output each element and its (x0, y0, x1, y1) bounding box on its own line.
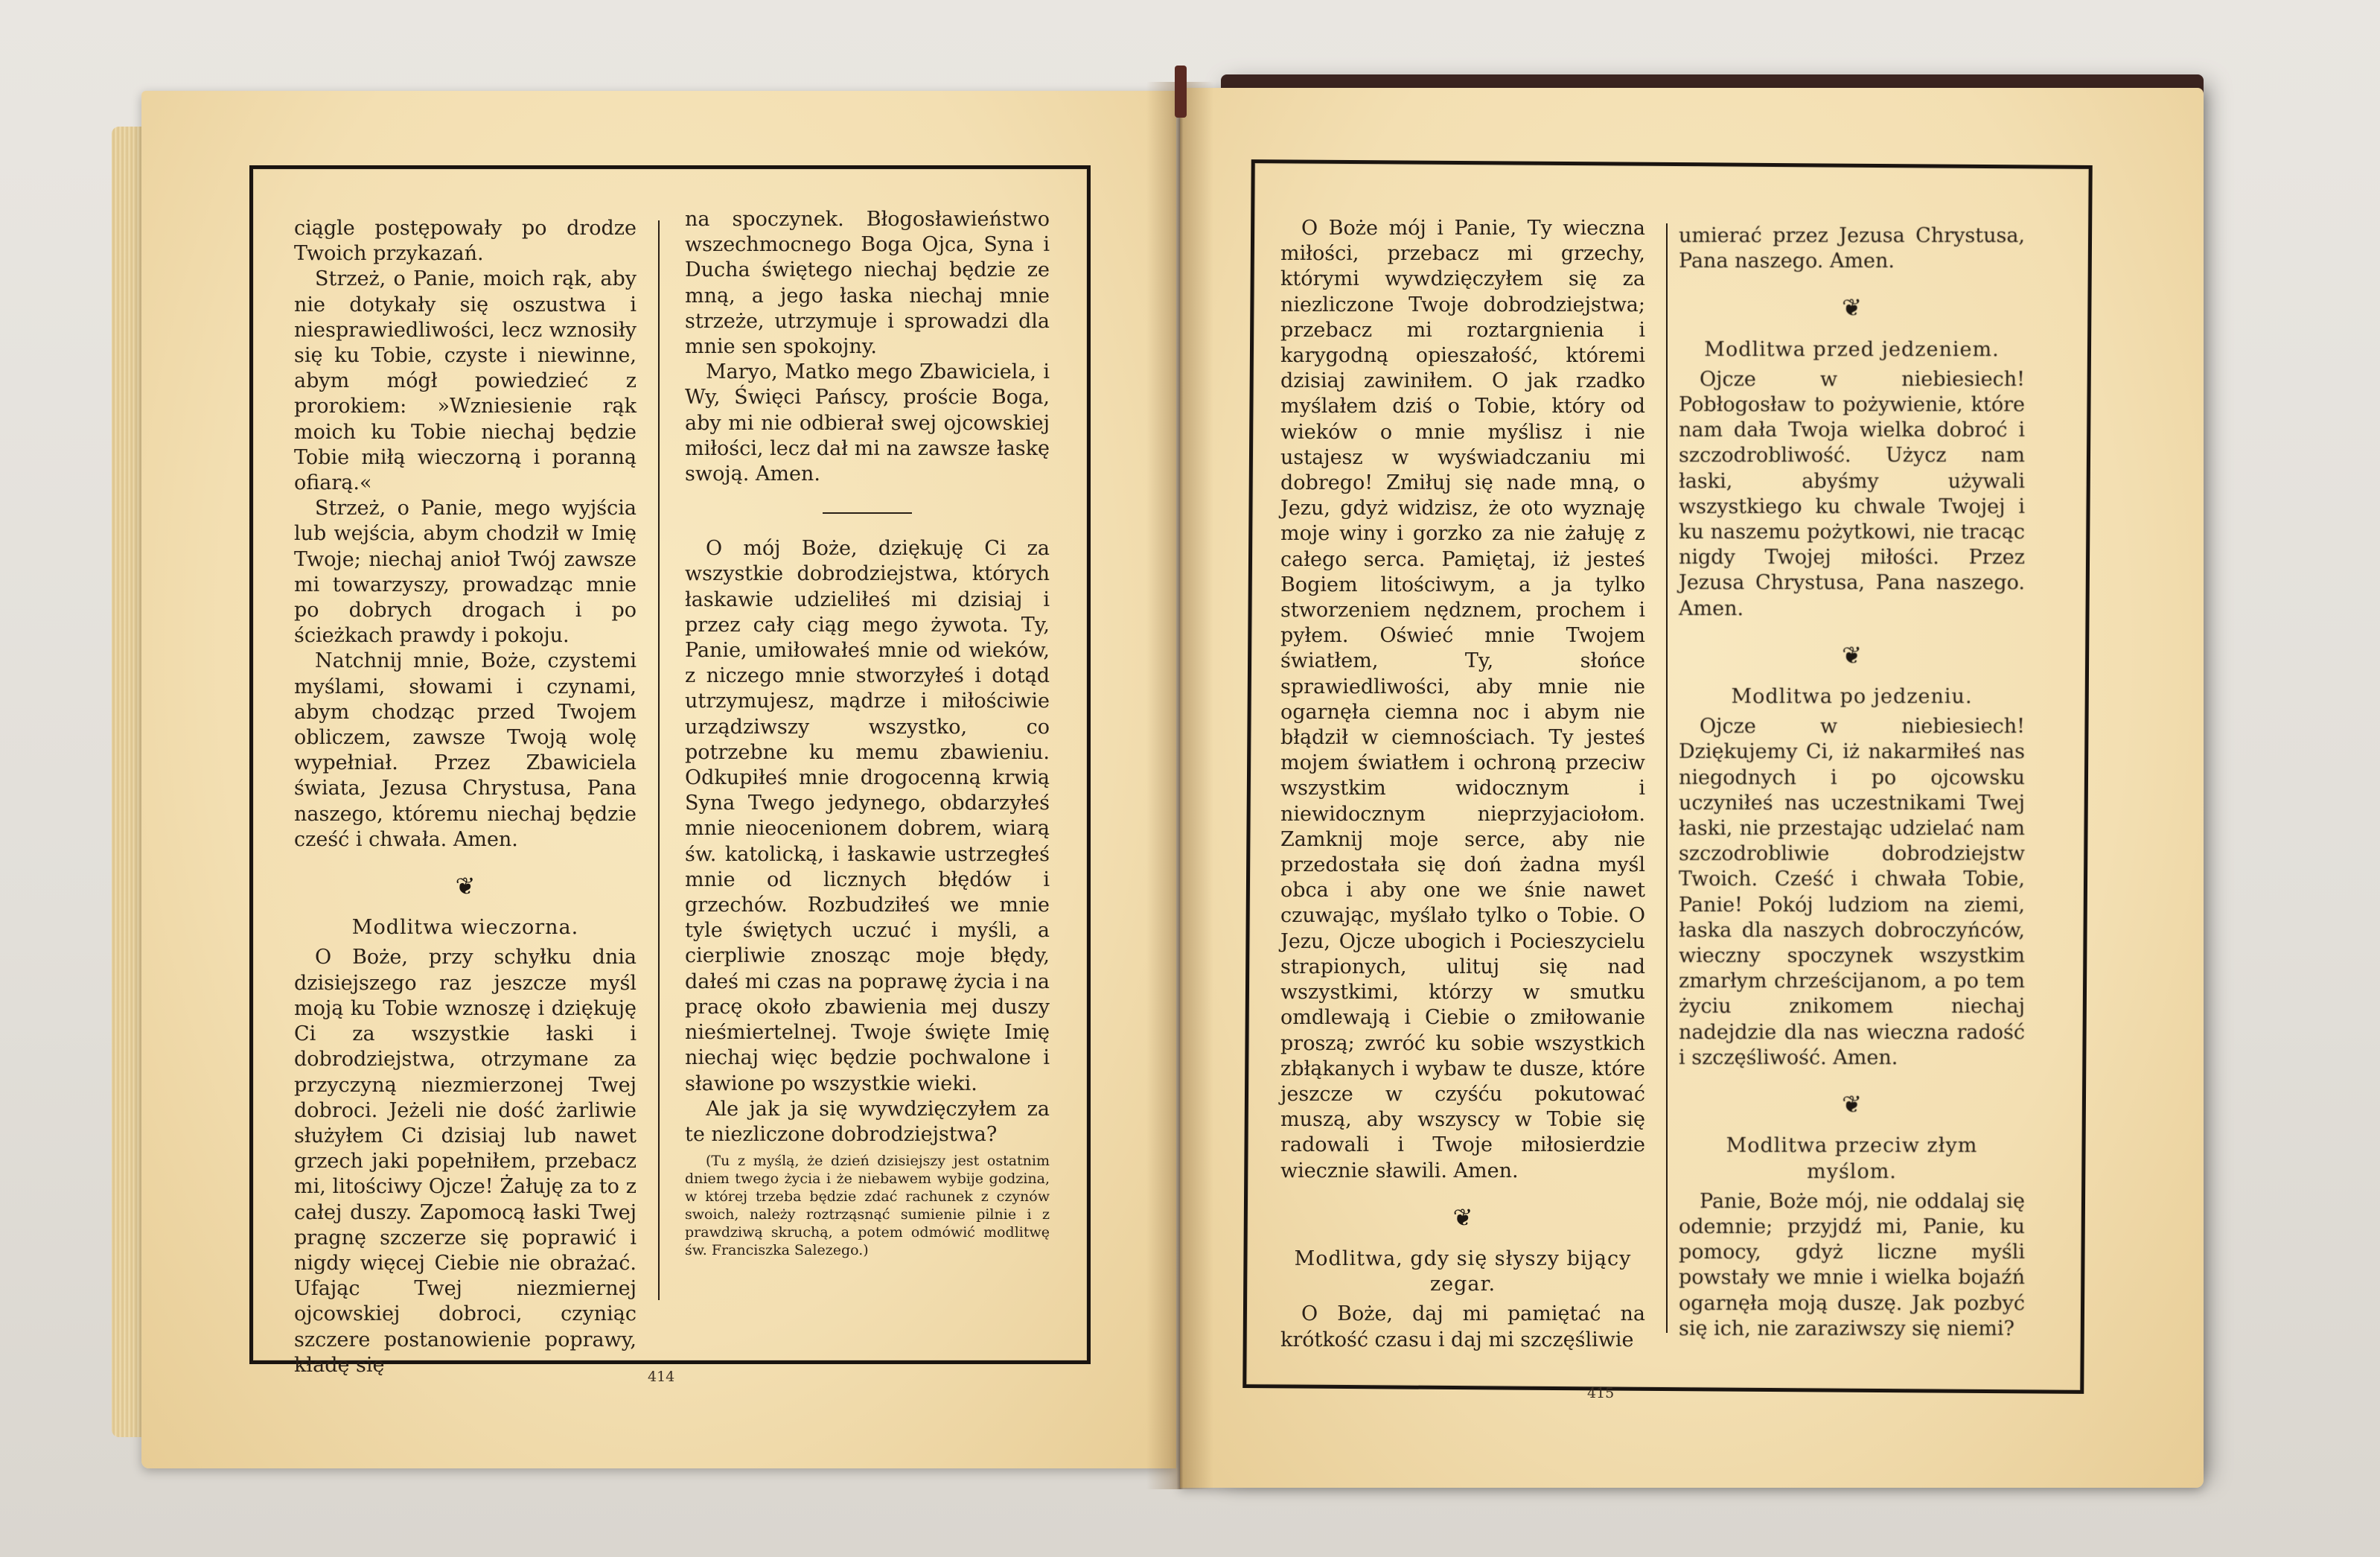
paragraph: Ojcze w niebiesiech! Dziękujemy Ci, iż nakarmiłeś nas niegodnych i po ojcowsku uczyniłeś nas uczestnikami Twej łaski, nie przestając udzielać nam szczodrobliwie dobrodziejstw Twoich. Cześć i chwała Tobie, Panie! Pokój ludziom na ziemi, łaska dla naszych dobroczyńców, wieczny spoczynek wszystkim zmarłym chrześcijanom, a po tem życiu znikomem niechaj nadejdzie dla nas wieczna radość i szczęśliwość. Amen. (1679, 715, 2025, 1069)
prayer-heading: Modlitwa po jedzeniu. (1731, 685, 1973, 709)
paragraph: Strzeż, o Panie, mego wyjścia lub wejścia, abym chodził w Imię Twoje; niechaj anioł Twój zawsze mi towarzyszy, prowadząc mnie po dobrych drogach i po ścieżkach prawdy i pokoju. (294, 497, 637, 648)
paragraph: Ojcze w niebiesiech! Pobłogosław to pożywienie, które nam dała Twoja wielka dobroć i szczodrobliwość. Użycz nam łaski, abyśmy używali wszystkiego ku chwale Twojej i ku naszemu pożytkowi, nie tracąc nigdy Twojej miłości. Przez Jezusa Chrystusa, Pana naszego. Amen. (1679, 367, 2025, 620)
prayer-heading: Modlitwa przed jedzeniem. (1704, 337, 2000, 361)
left-page-column-1 (294, 216, 637, 1378)
paragraph: O Boże, daj mi pamiętać na krótkość czasu i daj mi szczęśliwie (1280, 1302, 1645, 1351)
ribbon-bookmark (1175, 66, 1187, 118)
paragraph: Strzeż, o Panie, moich rąk, aby nie dotykały się oszustwa i niesprawiedliwości, lecz wznosiły się ku Tobie, czyste i niewinne, abym mógł powiedzieć z prorokiem: »Wzniesienie rąk moich ku Tobie niechaj będzie Tobie miłą wieczorną i poranną ofiarą.« (294, 267, 637, 495)
book-gutter (1146, 82, 1213, 1489)
paragraph: umierać przez Jezusa Chrystusa, Pana naszego. Amen. (1679, 224, 2025, 273)
column-separator (658, 220, 660, 1300)
page-number: 415 (1587, 1385, 1615, 1401)
fleuron-icon: ❦ (455, 872, 476, 901)
paragraph: ciągle postępowały po drodze Twoich przykazań. (294, 217, 637, 266)
left-page-column-2 (685, 207, 1050, 1259)
fleuron-icon: ❦ (1452, 1203, 1473, 1232)
right-page-column-1 (1280, 216, 1645, 1353)
paragraph: Maryo, Matko mego Zbawiciela, i Wy, Święci Pańscy, proście Boga, aby mi nie odbierał swej ojcowskiej miłości, lecz dał mi na zawsze łaskę swoją. Amen. (685, 360, 1050, 486)
paragraph: O Boże, przy schyłku dnia dzisiejszego raz jeszcze myśl moją ku Tobie wznoszę i dziękuję Ci za wszystkie łaski i dobrodziejstwa, otrzymane za przyczyną niezmierzonej Twej dobroci. Jeżeli nie dość żarliwie służyłem Ci dzisiaj lub nawet grzech jaki popełniłem, przebacz mi, litościwy Ojcze! Żałuję za to z całej duszy. Zapomocą łaski Twej pragnę szczerze się poprawić i nigdy więcej Ciebie nie obrażać. Ufając Twej niezmiernej ojcowskiej dobroci, czyniąc szczere postanowienie poprawy, kładę się (294, 946, 637, 1377)
paragraph: O mój Boże, dziękuję Ci za wszystkie dobrodziejstwa, których łaskawie udzieliłeś mi dzisiaj i przez cały ciąg mego żywota. Ty, Panie, umiłowałeś mnie od wieków, z niczego mnie stworzyłeś i dotąd utrzymujesz, mądrze i miłościwie urządziwszy wszystko, co potrzebne ku memu zbawieniu. Odkupiłeś mnie drogocenną krwią Syna Twego jedynego, obdarzyłeś mnie nieocenionem dobrem, wiarą św. katolicką, i łaskawie ustrzegłeś mnie od licznych błędów i grzechów. Rozbudziłeś we mnie tyle świętych uczuć i myśli, a cierpliwie znosząc moje błędy, dałeś mi czas na poprawę życia i na pracę około zbawienia mej duszy nieśmiertelnej. Twoje święte Imię niechaj więc będzie pochwalone i sławione po wszystkie wieki. (685, 537, 1050, 1095)
page-number: 414 (648, 1369, 675, 1385)
column-separator (1666, 223, 1668, 1333)
fleuron-icon: ❦ (1842, 640, 1862, 669)
prayer-heading: Modlitwa wieczorna. (351, 916, 579, 940)
fleuron-icon: ❦ (1842, 293, 1862, 322)
right-page-column-2 (1679, 223, 2025, 1342)
paragraph: Ale jak ja się wywdzięczyłem za te niezliczone dobrodziejstwa? (685, 1097, 1050, 1146)
footnote: (Tu z myślą, że dzień dzisiejszy jest ostatnim dniem twego życia i że niebawem wybije godzina, w której trzeba będzie zdać rachunek z czynów swoich, należy roztrząsnąć sumienie pilnie i z prawdziwą skruchą, a potem odmówić modlitwę św. Franciszka Salezego.) (685, 1153, 1050, 1259)
divider-rule (823, 512, 912, 514)
fleuron-icon: ❦ (1842, 1090, 1862, 1119)
prayer-heading: Modlitwa, gdy się słyszy bijący zegar. (1294, 1246, 1632, 1296)
paragraph: Panie, Boże mój, nie oddalaj się odemnie; przyjdź mi, Panie, ku pomocy, gdyż liczne myśli powstały we mnie i wielka bojaźń ogarnęła moją duszę. Jak pozbyć się ich, nie zaraziwszy się niemi? (1679, 1189, 2025, 1340)
paragraph: Natchnij mnie, Boże, czystemi myślami, słowami i czynami, abym chodząc przed Twojem obliczem, zawsze Twoją wolę wypełniał. Przez Zbawiciela świata, Jezusa Chrystusa, Pana naszego, któremu niechaj będzie cześć i chwała. Amen. (294, 649, 637, 851)
paragraph: na spoczynek. Błogosławieństwo wszechmocnego Boga Ojca, Syna i Ducha świętego niechaj będzie ze mną, a jego łaska niechaj mnie strzeże, utrzymuje i sprowadzi dla mnie sen spokojny. (685, 208, 1050, 359)
prayer-heading: Modlitwa przeciw złym myślom. (1726, 1134, 1978, 1183)
paragraph: O Boże mój i Panie, Ty wieczna miłości, przebacz mi grzechy, którymi wywdzięczyłem się za niezliczone Twoje dobrodziejstwa; przebacz mi roztargnienia i karygodną opieszałość, któremi dzisiaj zawiniłem. O jak rzadko myślałem dziś o Tobie, który od wieków o mnie myślisz i nie ustajesz w wyświadczaniu mi dobrego! Zmiłuj się nade mną, o Jezu, gdyż widzisz, że oto wyznaję moje winy i gorzko za nie żałuję z całego serca. Pamiętaj, iż jesteś Bogiem litościwym, a ja tylko stworzeniem nędznem, prochem i pyłem. Oświeć mnie Twojem światłem, Ty, słońce sprawiedliwości, aby mnie nie ogarnęła ciemna noc i abym nie błądził w ciemnościach. Ty jesteś mojem światłem i ochroną przeciw wszystkim widocznym i niewidocznym nieprzyjaciołom. Zamknij moje serce, aby nie przedostała się doń żadna myśl obca i aby one we śnie nawet czuwając, myślało tylko o Tobie. O Jezu, Ojcze ubogich i Pocieszycielu strapionych, ulituj się nad wszystkimi, którzy w smutku omdlewają i Ciebie o zmiłowanie proszą; zwróć ku sobie wszystkich zbłąkanych i wybaw te dusze, które jeszcze w czyśću pokutować muszą, aby wszyscy w Tobie się radowali i Twoje miłosierdzie wiecznie sławili. Amen. (1280, 217, 1645, 1182)
